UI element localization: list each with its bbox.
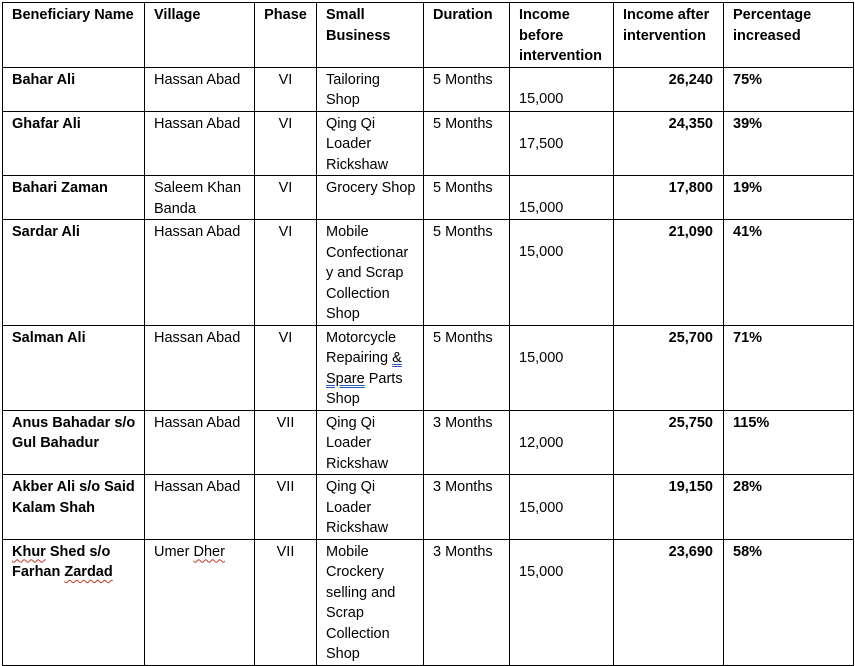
cell-name: Bahar Ali: [3, 67, 145, 111]
table-row: [3, 111, 854, 176]
cell-phase: VI: [255, 220, 317, 326]
header-duration: Duration: [424, 3, 510, 68]
business-line: Motorcycle: [326, 329, 397, 346]
cell-village: Hassan Abad: [145, 325, 255, 410]
income-before-value: 15,000: [519, 349, 564, 366]
cell-business: [317, 220, 424, 326]
ampersand-mark: &: [392, 350, 402, 366]
cell-income-after: 21,090: [614, 220, 724, 326]
cell-income-before: 15,000: [510, 475, 614, 540]
cell-name: Akber Ali s/o Said Kalam Shah: [3, 475, 145, 540]
cell-duration: 5 Months: [424, 176, 510, 220]
cell-percentage: 41%: [724, 220, 854, 326]
cell-income-after: 19,150: [614, 475, 724, 540]
cell-duration: 5 Months: [424, 111, 510, 176]
business-line: Mobile: [326, 224, 369, 240]
cell-phase: VI: [255, 111, 317, 176]
cell-village: Saleem Khan Banda: [145, 176, 255, 220]
business-line: Spare: [326, 370, 365, 387]
cell-name: Ghafar Ali: [3, 111, 145, 176]
business-line: Confectionar: [326, 244, 409, 261]
cell-income-before: 17,500: [510, 111, 614, 176]
header-percentage: Percentage increased: [724, 3, 854, 68]
table-row: [3, 539, 854, 665]
cell-business: Tailoring Shop: [317, 67, 424, 111]
cell-percentage: 28%: [724, 475, 854, 540]
table-row: [3, 176, 854, 220]
cell-duration: 3 Months: [424, 410, 510, 475]
cell-income-after: 24,350: [614, 111, 724, 176]
header-phase: Phase: [255, 3, 317, 68]
cell-duration: 3 Months: [424, 475, 510, 540]
header-village: Village: [145, 3, 255, 68]
cell-village: [145, 539, 255, 665]
cell-phase: VII: [255, 475, 317, 540]
cell-income-after: 25,750: [614, 410, 724, 475]
cell-name: Salman Ali: [3, 325, 145, 410]
cell-percentage: 58%: [724, 539, 854, 665]
cell-percentage: 75%: [724, 67, 854, 111]
name-part: Farhan: [12, 564, 65, 580]
name-part: Shed s/o: [45, 543, 111, 560]
cell-village: Hassan Abad: [145, 67, 255, 111]
cell-duration: 5 Months: [424, 325, 510, 410]
name-part: Khur: [12, 543, 46, 560]
cell-income-after: 26,240: [614, 67, 724, 111]
village-part: Dher: [193, 543, 225, 560]
cell-duration: 3 Months: [424, 539, 510, 665]
cell-income-before: 15,000: [510, 176, 614, 220]
cell-name: Sardar Ali: [3, 220, 145, 326]
cell-phase: VII: [255, 410, 317, 475]
cell-income-before: 15,000: [510, 67, 614, 111]
cell-income-before: [510, 220, 614, 326]
cell-percentage: 71%: [724, 325, 854, 410]
cell-duration: 5 Months: [424, 220, 510, 326]
cell-business: Qing Qi Loader Rickshaw: [317, 111, 424, 176]
cell-village: Hassan Abad: [145, 111, 255, 176]
table-row: [3, 220, 854, 326]
header-income-before: Income before intervention: [510, 3, 614, 68]
cell-income-after: 23,690: [614, 539, 724, 665]
cell-percentage: 19%: [724, 176, 854, 220]
cell-phase: VI: [255, 325, 317, 410]
income-before-value: 15,000: [519, 244, 564, 260]
header-income-after: Income after intervention: [614, 3, 724, 68]
business-line: Shop: [326, 391, 360, 407]
income-before-value: 15,000: [519, 563, 564, 580]
business-line: Repairing: [326, 350, 393, 366]
cell-phase: VI: [255, 67, 317, 111]
cell-phase: VI: [255, 176, 317, 220]
cell-income-before: [510, 539, 614, 665]
cell-village: Hassan Abad: [145, 410, 255, 475]
cell-duration: 5 Months: [424, 67, 510, 111]
cell-percentage: 115%: [724, 410, 854, 475]
cell-income-after: 17,800: [614, 176, 724, 220]
cell-business: Mobile Crockery selling and Scrap Collection Shop: [317, 539, 424, 665]
name-part: Zardad: [64, 564, 113, 580]
business-line: y and Scrap: [326, 265, 404, 281]
header-beneficiary-name: Beneficiary Name: [3, 3, 145, 68]
cell-phase: VII: [255, 539, 317, 665]
beneficiary-table: [2, 2, 854, 666]
cell-income-before: 12,000: [510, 410, 614, 475]
cell-income-before: [510, 325, 614, 410]
cell-percentage: 39%: [724, 111, 854, 176]
table-row: [3, 325, 854, 410]
cell-village: Hassan Abad: [145, 475, 255, 540]
cell-village: Hassan Abad: [145, 220, 255, 326]
cell-business: Grocery Shop: [317, 176, 424, 220]
cell-name: Anus Bahadar s/o Gul Bahadur: [3, 410, 145, 475]
business-line: Collection: [326, 285, 390, 302]
cell-name: [3, 539, 145, 665]
table-header-row: [3, 3, 854, 68]
cell-name: Bahari Zaman: [3, 176, 145, 220]
cell-business: [317, 325, 424, 410]
business-line: Parts: [364, 370, 403, 387]
table-row: [3, 67, 854, 111]
header-small-business: Small Business: [317, 3, 424, 68]
table-row: [3, 410, 854, 475]
village-part: Umer: [154, 543, 194, 560]
cell-business: Qing Qi Loader Rickshaw: [317, 410, 424, 475]
table-row: [3, 475, 854, 540]
business-line: Shop: [326, 306, 360, 322]
cell-income-after: 25,700: [614, 325, 724, 410]
cell-business: Qing Qi Loader Rickshaw: [317, 475, 424, 540]
